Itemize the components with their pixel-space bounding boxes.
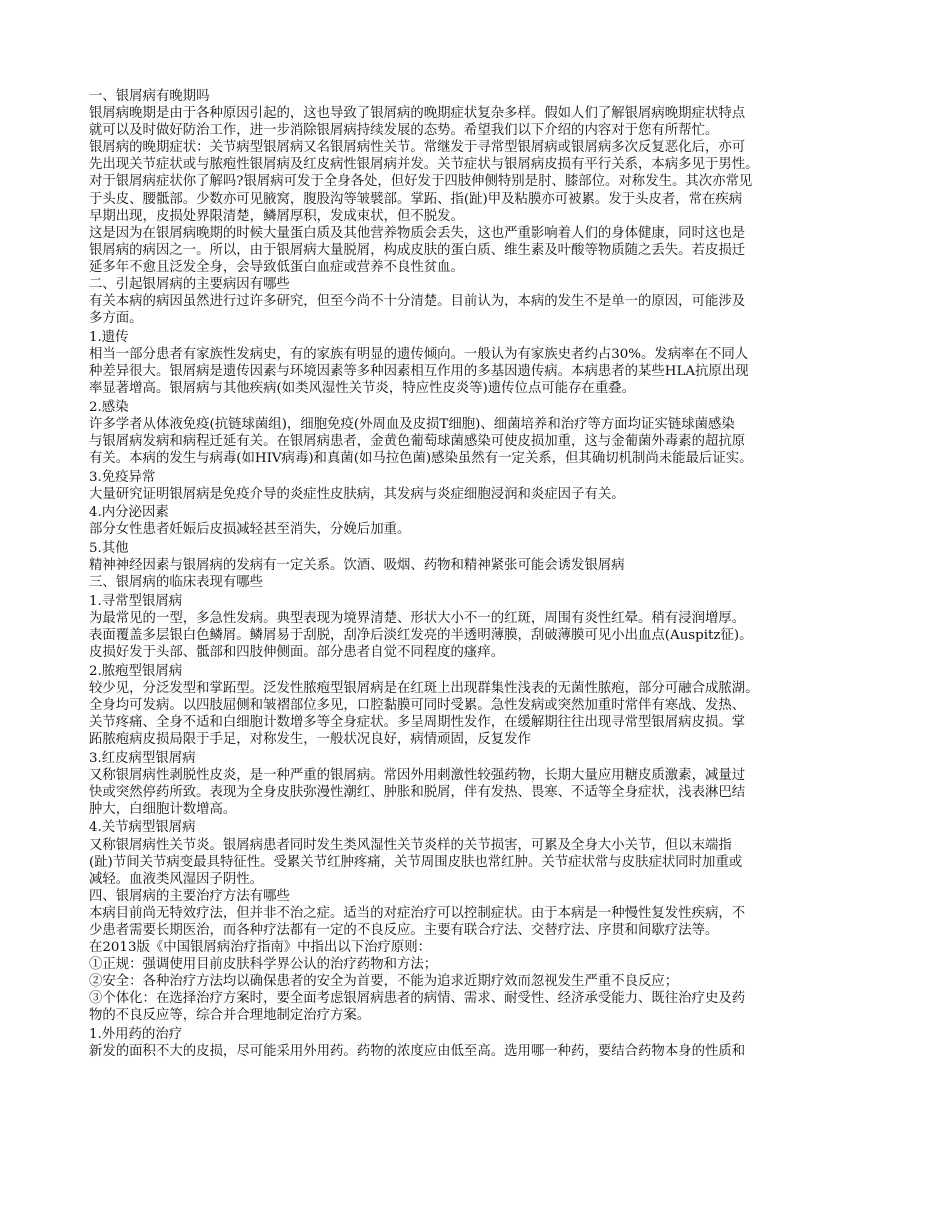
paragraph-line: 许多学者从体液免疫(抗链球菌组)，细胞免疫(外周血及皮损T细胞)、细菌培养和治疗等方面均证实链球菌感染 — [89, 416, 735, 432]
paragraph-line: 多方面。 — [89, 311, 143, 327]
paragraph-line: 减轻。血液类风湿因子阴性。 — [89, 871, 264, 887]
paragraph-line: 全身均可发病。以四肢屈侧和皱褶部位多见，口腔黏膜可同时受累。急性发病或突然加重时常伴有寒战、发热、 — [89, 697, 746, 713]
subsection-heading: 5.其他 — [89, 540, 129, 556]
paragraph-line: ①正规：强调使用目前皮肤科学界公认的治疗药物和方法； — [89, 957, 438, 973]
paragraph-line: 跖脓疱病皮损局限于手足，对称发生，一般状况良好，病情顽固，反复发作 — [89, 731, 531, 747]
paragraph-line: 又称银屑病性剥脱性皮炎，是一种严重的银屑病。常因外用刺激性较强药物，长期大量应用糖皮质激素，减量过 — [89, 767, 746, 783]
subsection-heading: 1.寻常型银屑病 — [89, 593, 183, 609]
paragraph-line: 物的不良反应等，综合并合理地制定治疗方案。 — [89, 1008, 371, 1024]
paragraph-line: 在2013版《中国银屑病治疗指南》中指出以下治疗原则： — [89, 940, 432, 956]
paragraph-line: 较少见，分泛发型和掌跖型。泛发性脓疱型银屑病是在红斑上出现群集性浅表的无菌性脓疱，部分可融合成脓湖。 — [89, 680, 759, 696]
paragraph-line: 新发的面积不大的皮损，尽可能采用外用药。药物的浓度应由低至高。选用哪一种药，要结合药物本身的性质和 — [89, 1044, 746, 1060]
paragraph-line: 本病目前尚无特效疗法，但并非不治之症。适当的对症治疗可以控制症状。由于本病是一种慢性复发性疾病，不 — [89, 905, 746, 921]
paragraph-line: 少患者需要长期医治，而各种疗法都有一定的不良反应。主要有联合疗法、交替疗法、序贯和间歇疗法等。 — [89, 923, 719, 938]
section-heading: 二、引起银屑病的主要病因有哪些 — [89, 277, 290, 293]
paragraph-line: 银屑病的晚期症状：关节病型银屑病又名银屑病性关节。常继发于寻常型银屑病或银屑病多次反复恶化后，亦可 — [89, 140, 746, 156]
paragraph-line: 对于银屑病症状你了解吗?银屑病可发于全身各处，但好发于四肢伸侧特别是肘、膝部位。对称发生。其次亦常见 — [89, 174, 753, 190]
section-heading: 三、银屑病的临床表现有哪些 — [89, 575, 264, 591]
paragraph-line: 快或突然停药所致。表现为全身皮肤弥漫性潮红、肿胀和脱屑，伴有发热、畏寒、不适等全身症状，浅表淋巴结 — [89, 784, 746, 800]
paragraph-line: ③个体化：在选择治疗方案时，要全面考虑银屑病患者的病情、需求、耐受性、经济承受能力、既往治疗史及药 — [89, 991, 746, 1007]
subsection-heading: 3.红皮病型银屑病 — [89, 750, 196, 766]
paragraph-line: 就可以及时做好防治工作，进一步消除银屑病持续发展的态势。希望我们以下介绍的内容对于您有所帮忙。 — [89, 123, 719, 139]
paragraph-line: 关节疼痛、全身不适和白细胞计数增多等全身症状。多呈周期性发作，在缓解期往往出现寻常型银屑病皮损。掌 — [89, 714, 746, 730]
paragraph-line: 先出现关节症状或与脓疱性银屑病及红皮病性银屑病并发。关节症状与银屑病皮损有平行关系，本病多见于男性。 — [89, 157, 759, 173]
subsection-heading: 2.感染 — [89, 399, 129, 415]
paragraph-line: 有关。本病的发生与病毒(如HIV病毒)和真菌(如马拉色菌)感染虽然有一定关系，但其确切机制尚未能最后证实。 — [89, 450, 753, 466]
subsection-heading: 3.免疫异常 — [89, 469, 156, 485]
paragraph-line: 与银屑病发病和病程迁延有关。在银屑病患者，金黄色葡萄球菌感染可使皮损加重，这与金葡菌外毒素的超抗原 — [89, 433, 746, 449]
subsection-heading: 4.内分泌因素 — [89, 505, 169, 521]
paragraph-line: 大量研究证明银屑病是免疫介导的炎症性皮肤病，其发病与炎症细胞浸润和炎症因子有关。 — [89, 486, 625, 502]
paragraph-line: 银屑病的病因之一。所以，由于银屑病大量脱屑，构成皮肤的蛋白质、维生素及叶酸等物质随之丢失。若皮损迁 — [89, 242, 746, 258]
subsection-heading: 1.外用药的治疗 — [89, 1027, 183, 1043]
paragraph-line: (趾)节间关节病变最具特征性。受累关节红肿疼痛，关节周围皮肤也常红肿。关节症状常与皮肤症状同时加重或 — [89, 854, 743, 870]
subsection-heading: 4.关节病型银屑病 — [89, 820, 196, 836]
paragraph-line: 种差异很大。银屑病是遗传因素与环境因素等多种因素相互作用的多基因遗传病。本病患者的某些HLA抗原出现 — [89, 364, 749, 379]
paragraph-line: 皮损好发于头部、骶部和四肢伸侧面。部分患者自觉不同程度的瘙痒。 — [89, 645, 505, 660]
paragraph-line: 表面覆盖多层银白色鳞屑。鳞屑易于刮脱，刮净后淡红发亮的半透明薄膜，刮破薄膜可见小出血点(Auspitz征)。 — [89, 627, 753, 643]
paragraph-line: 这是因为在银屑病晚期的时候大量蛋白质及其他营养物质会丢失，这也严重影响着人们的身体健康，同时这也是 — [89, 225, 746, 241]
paragraph-line: 早期出现，皮损处界限清楚，鳞屑厚积，发成束状，但不脱发。 — [89, 208, 464, 224]
paragraph-line: 率显著增高。银屑病与其他疾病(如类风湿性关节炎，特应性皮炎等)遗传位点可能存在重叠。 — [89, 381, 636, 397]
subsection-heading: 2.脓疱型银屑病 — [89, 663, 183, 679]
paragraph-line: 肿大，白细胞计数增高。 — [89, 801, 237, 817]
paragraph-line: 银屑病晚期是由于各种原因引起的，这也导致了银屑病的晚期症状复杂多样。假如人们了解银屑病晚期症状特点 — [89, 106, 746, 122]
paragraph-line: 精神神经因素与银屑病的发病有一定关系。饮酒、吸烟、药物和精神紧张可能会诱发银屑病 — [89, 558, 625, 574]
paragraph-line: 又称银屑病性关节炎。银屑病患者同时发生类风湿性关节炎样的关节损害，可累及全身大小关节，但以末端指 — [89, 837, 732, 853]
section-heading: 一、银屑病有晚期吗 — [89, 89, 210, 104]
subsection-heading: 1.遗传 — [89, 329, 129, 345]
paragraph-line: 有关本病的病因虽然进行过许多研究，但至今尚不十分清楚。目前认为，本病的发生不是单一的原因，可能涉及 — [89, 294, 746, 310]
paragraph-line: ②安全：各种治疗方法均以确保患者的安全为首要，不能为追求近期疗效而忽视发生严重不良反应； — [89, 974, 679, 990]
paragraph-line: 于头皮、腰骶部。少数亦可见腋窝，腹股沟等皱襞部。掌跖、指(趾)甲及粘膜亦可被累。发于头皮者，常在疾病 — [89, 191, 743, 207]
paragraph-line: 延多年不愈且泛发全身，会导致低蛋白血症或营养不良性贫血。 — [89, 259, 464, 275]
paragraph-line: 相当一部分患者有家族性发病史，有的家族有明显的遗传倾向。一般认为有家族史者约占30%。发病率在不同人 — [89, 346, 749, 362]
paragraph-line: 为最常见的一型，多急性发病。典型表现为境界清楚、形状大小不一的红斑，周围有炎性红晕。稍有浸润增厚。 — [89, 610, 746, 626]
paragraph-line: 部分女性患者妊娠后皮损减轻甚至消失，分娩后加重。 — [89, 522, 411, 538]
section-heading: 四、银屑病的主要治疗方法有哪些 — [89, 888, 290, 904]
